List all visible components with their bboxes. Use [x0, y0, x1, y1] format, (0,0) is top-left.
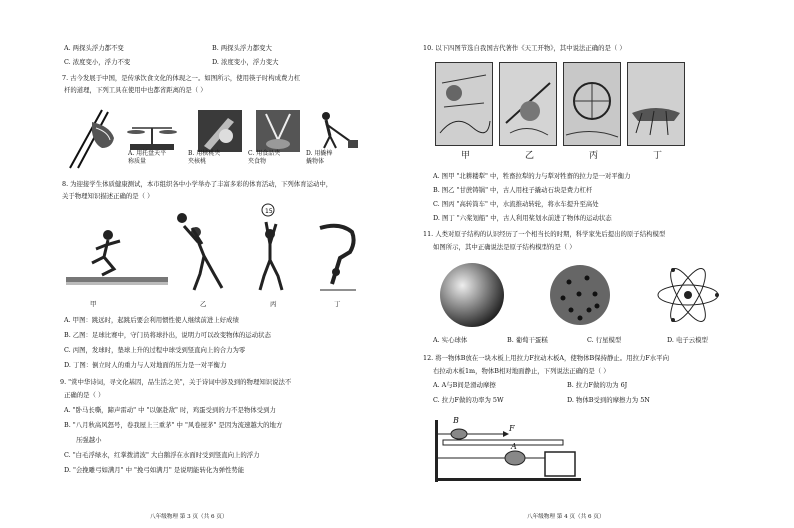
q10-image-bing: [563, 62, 621, 146]
q10-label-yi: 乙: [525, 151, 535, 161]
q6-option-a: A. 两探头浮力都不变: [64, 44, 124, 52]
q9-stem-line1: 9. "赏中华诗词，寻文化基因，品生活之美"，关于诗词中涉及到的物理知识说法不: [60, 378, 292, 386]
right-page: [397, 0, 794, 528]
q10-image-ding: [627, 62, 685, 146]
q8-label-ding: 丁: [334, 300, 341, 308]
q11-option-d: D. 电子云模型: [667, 336, 708, 344]
q10-image-jia: [435, 62, 493, 146]
q7-balance-image: [124, 118, 180, 154]
q9-stem-line2: 正确的是（ ）: [64, 391, 105, 399]
q7-chopsticks-image: [62, 108, 122, 170]
q11-plum-pudding-model: [547, 262, 613, 328]
q7-stem-line2: 杆的道理，下列工具在使用中也都省距离的是（ ）: [64, 86, 207, 94]
right-page-footer: 八年级物理 第 4 页（共 6 页）: [527, 514, 605, 520]
q11-stem-line2: 如图所示，其中正确说法是原子结构模型的是（ ）: [433, 243, 576, 251]
q11-option-c: C. 行星模型: [587, 336, 622, 344]
left-page-footer: 八年级物理 第 3 页（共 6 页）: [150, 514, 228, 520]
q9-option-c: C. "白毛浮绿水，红掌拨清波" 大白鹅浮在水面时受到竖直向上的浮力: [64, 451, 260, 459]
q10-option-b: B. 图乙 "甘蔗铸锅" 中，古人用柱子撬动石块是费力杠杆: [433, 186, 593, 194]
q10-option-c: C. 图丙 "高转筒车" 中，水流推动转轮，将水车提升至高处: [433, 200, 599, 208]
q6-option-c: C. 浓度变小，浮力不变: [64, 58, 131, 66]
q8-option-b: B. 乙图：足球比赛中，守门员将球扑出，说明力可以改变物体的运动状态: [64, 331, 271, 339]
q7-nutcracker-image: [198, 110, 242, 152]
q10-stem: 10. 以下四图节选自我国古代著作《天工开物》，其中说法正确的是（ ）: [423, 44, 626, 52]
q12-stem-line1: 12. 将一物体B放在一块木板上用拉力F拉动木板A，使物体B保持静止。用拉力F水平向: [423, 354, 669, 362]
q8-stem-line1: 8. 为迎接学生体质健康测试，本市组织各中小学举办了丰富多彩的体育活动，下列体育运动中，: [62, 180, 333, 188]
q9-option-a: A. "卧马长嘶，蹄声雷动" 中 "以躯赴敌" 时，鸡蛋受到的力不是物体受到力: [64, 406, 276, 414]
q8-option-a: A. 甲图：跳远时，起跳后要会利用惯性使人继续前进上好成绩: [64, 316, 239, 324]
q12-stem-line2: 右拉动木板1m，物体B相对地面静止，下列说法正确的是（ ）: [433, 367, 610, 375]
q7-option-a: A. 用托盘天平 称质量: [128, 150, 167, 165]
q12-label-f: F: [509, 424, 515, 433]
q7-option-c: C. 用食品夹 夹食物: [248, 150, 281, 165]
q7-stem-line1: 7. 古今发展于中国，是传承饮食文化的体现之一。如图所示，使用筷子时构成费力杠: [62, 74, 301, 82]
q8-goalkeeper-image: [170, 208, 236, 294]
q9-option-b-cont: 压强越小: [76, 436, 102, 444]
q12-label-b: B: [453, 416, 459, 425]
q12-option-d: D. 物体B受到的摩擦力为 5N: [567, 396, 650, 404]
q8-option-c: C. 丙图，发球时，垫球上升的过程中球受到竖直向上的合力为零: [64, 346, 246, 354]
q8-label-bing: 丙: [270, 300, 277, 308]
q9-option-d: D. "会挽雕弓如满月" 中 "挽弓如满月" 是说明能转化为弹性势能: [64, 466, 245, 474]
q11-stem-line1: 11. 人类对原子结构的认识经历了一个相当长的时期，科学家先后提出的原子结构模型: [423, 230, 666, 238]
q8-label-jia: 甲: [90, 300, 97, 308]
q10-option-d: D. 图丁 "六桨划船" 中，古人利用桨划水前进了物体的运动状态: [433, 214, 612, 222]
q10-image-yi: [499, 62, 557, 146]
q8-volleyball-image: [240, 200, 302, 294]
q9-option-b: B. "八月秋高风怒号，卷我屋上三重茅" 中 "风卷屋茅" 是因为流速越大的地方: [64, 421, 283, 429]
q12-pulley-diagram: [433, 412, 583, 484]
q10-label-jia: 甲: [461, 151, 471, 161]
q6-option-d: D. 浓度变小，浮力变大: [212, 58, 279, 66]
q10-label-bing: 丙: [589, 151, 599, 161]
q12-option-c: C. 拉力F做的功率为 5W: [433, 396, 504, 404]
q11-planetary-model: [655, 262, 721, 328]
q11-option-b: B. 葡萄干蛋糕: [507, 336, 548, 344]
q7-crowbar-image: [312, 108, 360, 150]
q12-option-b: B. 拉力F做的功为 6J: [567, 381, 628, 389]
q11-solid-sphere-model: [437, 260, 507, 330]
q8-option-d: D. 丁图：倒立时人的重力与人对地面的压力是一对平衡力: [64, 361, 227, 369]
q8-handstand-image: [306, 222, 362, 294]
q12-option-a: A. A与B间是滑动摩擦: [433, 381, 496, 389]
q7-food-tongs-image: [256, 110, 300, 152]
q6-option-b: B. 两探头浮力都变大: [212, 44, 272, 52]
q8-long-jump-image: [62, 215, 172, 295]
q12-label-a: A: [511, 442, 517, 451]
q11-option-a: A. 实心球体: [433, 336, 468, 344]
q8-stem-line2: 关于物理知识描述正确的是（ ）: [62, 192, 154, 200]
q8-label-yi: 乙: [200, 300, 207, 308]
q7-option-b: B. 用核桃夹 夹核桃: [188, 150, 221, 165]
q10-option-a: A. 图甲 "北耕耧犁" 中，牲畜拉犁的力与犁对牲畜的拉力是一对平衡力: [433, 172, 631, 180]
q10-label-ding: 丁: [653, 151, 663, 161]
svg-text:15: 15: [265, 208, 273, 215]
q7-option-d: D. 用撬棒 撬物体: [306, 150, 333, 165]
